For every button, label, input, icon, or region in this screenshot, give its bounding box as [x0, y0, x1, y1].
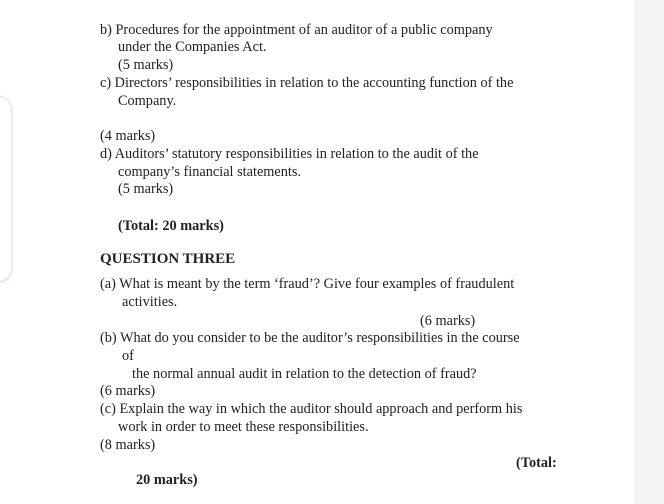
- part-b-line2: under the Companies Act.: [118, 39, 267, 55]
- q3-total-value: 20 marks): [136, 472, 198, 488]
- q3b-marks: (6 marks): [100, 383, 156, 399]
- scroll-gutter: [634, 0, 664, 504]
- q3c-line2: work in order to meet these responsibilities.: [118, 419, 369, 435]
- q3c-marks: (8 marks): [100, 437, 156, 453]
- q3c-line1: (c) Explain the way in which the auditor should approach and perform his: [100, 401, 523, 417]
- total-marks: (Total: 20 marks): [118, 218, 224, 234]
- side-panel-tab[interactable]: [0, 96, 12, 282]
- part-b-marks: (5 marks): [118, 57, 174, 73]
- part-c-line2: Company.: [118, 93, 177, 109]
- q3-total-label: (Total:: [516, 455, 557, 471]
- q3a-line1: (a) What is meant by the term ‘fraud’? Give four examples of fraudulent: [100, 276, 515, 292]
- q3b-line1: (b) What do you consider to be the auditor’s responsibilities in the course: [100, 330, 520, 346]
- q3b-line2: of: [122, 348, 134, 364]
- part-d-marks: (5 marks): [118, 181, 174, 197]
- part-d-line1: d) Auditors’ statutory responsibilities in relation to the audit of the: [100, 146, 479, 162]
- question-three-heading: QUESTION THREE: [100, 251, 236, 267]
- part-c-marks: (4 marks): [100, 128, 156, 144]
- q3a-line2: activities.: [122, 294, 178, 310]
- q3a-marks: (6 marks): [420, 313, 476, 329]
- part-c-line1: c) Directors’ responsibilities in relation to the accounting function of the: [100, 75, 514, 91]
- part-d-line2: company’s financial statements.: [118, 164, 302, 180]
- q3b-line3: the normal annual audit in relation to the detection of fraud?: [132, 366, 477, 382]
- part-b-line1: b) Procedures for the appointment of an auditor of a public company: [100, 22, 493, 38]
